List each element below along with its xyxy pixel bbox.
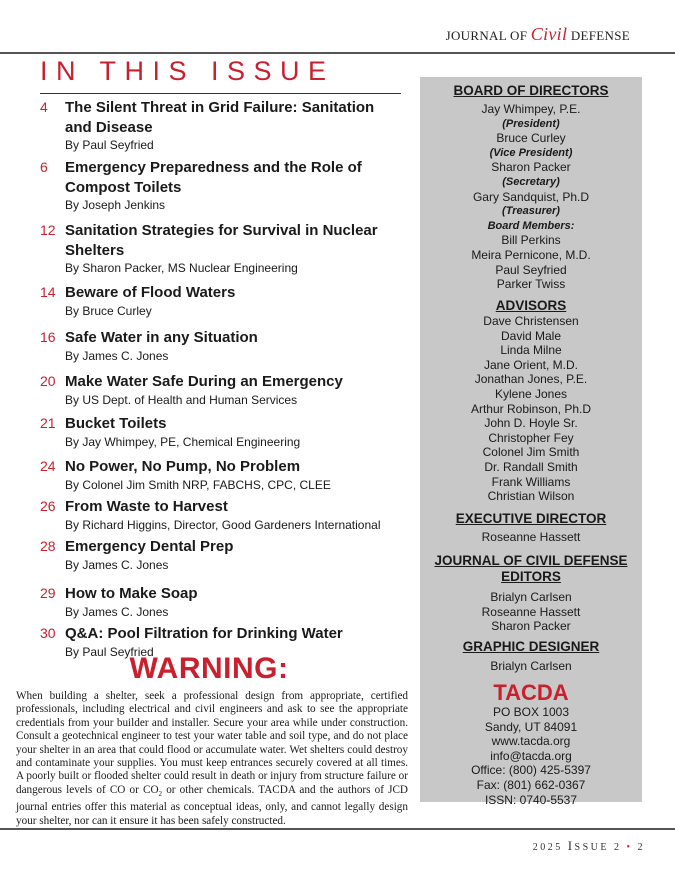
page-title: IN THIS ISSUE bbox=[40, 56, 335, 86]
sidebar-line: Dave Christensen bbox=[483, 314, 579, 328]
toc-byline: By US Dept. of Health and Human Services bbox=[65, 392, 298, 407]
toc-byline: By Jay Whimpey, PE, Chemical Engineering bbox=[65, 434, 301, 449]
toc-entry[interactable] bbox=[0, 221, 410, 276]
warning-text bbox=[16, 690, 408, 828]
toc-page-number: 24 bbox=[40, 458, 56, 474]
toc-entry[interactable] bbox=[0, 497, 410, 533]
toc-entry[interactable] bbox=[0, 372, 410, 408]
sidebar-line: Sharon Packer bbox=[491, 619, 571, 634]
sidebar-line: Parker Twiss bbox=[496, 277, 566, 292]
toc-title: Make Water Safe During an Emergency bbox=[65, 373, 343, 390]
sidebar-line: Brialyn Carlsen bbox=[490, 659, 572, 673]
footer-page-number: 2 bbox=[637, 842, 645, 853]
tacda-logo-text: TACDA bbox=[493, 680, 569, 705]
masthead-post: DEFENSE bbox=[567, 28, 630, 43]
toc-page-number: 28 bbox=[40, 538, 56, 554]
sidebar-line: Jonathan Jones, P.E. bbox=[474, 372, 588, 387]
footer-rule bbox=[0, 828, 675, 830]
toc-byline: By Paul Seyfried bbox=[65, 138, 154, 152]
sidebar-line: Sharon Packer bbox=[491, 160, 571, 175]
toc-page-number: 30 bbox=[40, 625, 56, 641]
toc-title: Sanitation Strategies for Survival in Nuclear Shelters bbox=[65, 222, 378, 259]
toc-entry[interactable] bbox=[0, 537, 410, 573]
sidebar-line: www.tacda.org bbox=[491, 734, 571, 749]
designer-heading: GRAPHIC DESIGNER bbox=[462, 639, 600, 654]
board-section bbox=[420, 83, 642, 292]
toc-entry[interactable] bbox=[0, 328, 410, 364]
sidebar-line: Colonel Jim Smith bbox=[482, 445, 580, 460]
footer-bullet: • bbox=[626, 842, 633, 853]
toc-title: Emergency Preparedness and the Role of Compost Toilets bbox=[65, 159, 362, 196]
sidebar-line: Jay Whimpey, P.E. bbox=[481, 102, 581, 116]
masthead bbox=[446, 24, 630, 45]
sidebar-line: Christopher Fey bbox=[488, 430, 574, 445]
sidebar-line: Sandy, UT 84091 bbox=[484, 719, 578, 734]
sidebar-line: (Secretary) bbox=[502, 175, 560, 188]
sidebar-line: Board Members: bbox=[487, 219, 575, 232]
toc-byline: By Bruce Curley bbox=[65, 303, 152, 318]
footer-issue-initial: I bbox=[567, 838, 575, 853]
designer-section bbox=[420, 639, 642, 674]
editors-section bbox=[420, 553, 642, 634]
footer-year: 2025 bbox=[532, 842, 563, 853]
contact-section bbox=[420, 681, 642, 807]
toc-byline: By James C. Jones bbox=[65, 557, 169, 572]
footer-issue-number: 2 bbox=[613, 842, 622, 853]
sidebar-line: Bill Perkins bbox=[501, 233, 561, 248]
toc-title: From Waste to Harvest bbox=[65, 498, 228, 515]
toc-page-number: 16 bbox=[40, 329, 56, 345]
executive-heading: EXECUTIVE DIRECTOR bbox=[455, 511, 607, 526]
toc-title: Emergency Dental Prep bbox=[65, 538, 234, 555]
advisors-section bbox=[420, 298, 642, 504]
toc-byline: By Richard Higgins, Director, Good Gardeners International bbox=[65, 517, 381, 532]
toc-page-number: 14 bbox=[40, 284, 56, 300]
sidebar-line: Brialyn Carlsen bbox=[490, 590, 572, 604]
sidebar-line: John D. Hoyle Sr. bbox=[484, 416, 578, 431]
sidebar-line: info@tacda.org bbox=[490, 748, 572, 763]
sidebar-line: Christian Wilson bbox=[487, 489, 575, 504]
editors-heading-2: EDITORS bbox=[501, 569, 561, 584]
toc-page-number: 12 bbox=[40, 222, 56, 238]
title-rule bbox=[40, 93, 401, 94]
sidebar-line: Fax: (801) 662-0367 bbox=[476, 777, 586, 792]
sidebar-line: Roseanne Hassett bbox=[481, 530, 581, 544]
sidebar-line: Meira Pernicone, M.D. bbox=[471, 247, 591, 262]
toc-entry[interactable] bbox=[0, 283, 410, 319]
toc-byline: By James C. Jones bbox=[65, 348, 169, 363]
toc-title: How to Make Soap bbox=[65, 585, 198, 602]
toc-byline: By Joseph Jenkins bbox=[65, 198, 166, 212]
sidebar-line: Kylene Jones bbox=[494, 386, 568, 401]
sidebar-line: (Treasurer) bbox=[502, 205, 560, 218]
sidebar-line: Gary Sandquist, Ph.D bbox=[472, 189, 590, 204]
toc-title: Bucket Toilets bbox=[65, 415, 167, 432]
sidebar-line: Roseanne Hassett bbox=[481, 604, 581, 619]
toc-entry[interactable] bbox=[0, 98, 410, 153]
sidebar-line: David Male bbox=[500, 328, 562, 343]
toc-byline: By Colonel Jim Smith NRP, FABCHS, CPC, CLEE bbox=[65, 477, 331, 492]
toc-title: No Power, No Pump, No Problem bbox=[65, 458, 301, 475]
editors-heading-1: JOURNAL OF CIVIL DEFENSE bbox=[434, 553, 628, 568]
sidebar-line: PO BOX 1003 bbox=[492, 705, 570, 719]
warning-subscript: 2 bbox=[158, 790, 163, 799]
sidebar-line: Linda Milne bbox=[500, 343, 562, 358]
warning-text-b: or other chemicals. TACDA and the authors of JCD journal entries offer this material as conceptual ideas, only, and cannot legally design your shelter, nor can it ensure it has been safely constructed. bbox=[16, 783, 408, 827]
masthead-pre: JOURNAL OF bbox=[445, 28, 531, 43]
toc-page-number: 26 bbox=[40, 498, 56, 514]
page-footer bbox=[533, 838, 645, 854]
toc-title: Beware of Flood Waters bbox=[65, 284, 236, 301]
sidebar-line: Paul Seyfried bbox=[495, 262, 567, 277]
sidebar-line: Arthur Robinson, Ph.D bbox=[470, 401, 592, 416]
toc-title: The Silent Threat in Grid Failure: Sanitation and Disease bbox=[65, 99, 375, 136]
toc-byline: By James C. Jones bbox=[65, 604, 169, 619]
toc-title: Q&A: Pool Filtration for Drinking Water bbox=[65, 625, 343, 642]
sidebar-line: Office: (800) 425-5397 bbox=[471, 763, 591, 778]
toc-byline: By Paul Seyfried bbox=[65, 644, 154, 659]
header-rule bbox=[0, 52, 675, 54]
sidebar-line: Jane Orient, M.D. bbox=[483, 357, 579, 372]
executive-section bbox=[420, 511, 642, 545]
masthead-sidebar bbox=[420, 77, 642, 807]
sidebar-line: ISSN: 0740-5537 bbox=[484, 792, 578, 807]
toc-page-number: 29 bbox=[40, 585, 56, 601]
advisors-heading: ADVISORS bbox=[495, 298, 567, 313]
sidebar-line: Bruce Curley bbox=[496, 131, 566, 146]
sidebar-line: Dr. Randall Smith bbox=[484, 459, 578, 474]
warning-text-a: When building a shelter, seek a professional design from appropriate, certified professionals, including electrical and civil engineers and ask to see the appropriate credentials from your builder and installer. Secure your area while under construction. Consult a geotechnical engineer to test your water table and soil type, and do not place your shelter in an area that could flood or accumulate water. Wet shelters could destroy and contaminate your supplies. You must keep entrances securely covered at all times. A poorly built or flooded shelter could result in death or injury from structure failure or dangerous levels of CO or CO bbox=[16, 690, 408, 796]
warning-heading: WARNING: bbox=[129, 652, 289, 685]
sidebar-line: (President) bbox=[502, 117, 560, 130]
toc-page-number: 20 bbox=[40, 373, 56, 389]
toc-title: Safe Water in any Situation bbox=[65, 329, 258, 346]
board-heading: BOARD OF DIRECTORS bbox=[453, 83, 609, 98]
toc-entry[interactable] bbox=[0, 414, 410, 450]
masthead-civil: Civil bbox=[530, 24, 568, 44]
toc-entry[interactable] bbox=[0, 158, 410, 213]
toc-page-number: 6 bbox=[40, 159, 48, 175]
toc-byline: By Sharon Packer, MS Nuclear Engineering bbox=[65, 261, 298, 275]
sidebar-line: (Vice President) bbox=[489, 146, 573, 159]
footer-issue-rest: SSUE bbox=[574, 842, 609, 853]
toc-page-number: 21 bbox=[40, 415, 56, 431]
sidebar-line: Frank Williams bbox=[491, 474, 571, 489]
toc-page-number: 4 bbox=[40, 99, 48, 115]
toc-entry[interactable] bbox=[0, 457, 410, 493]
toc-entry[interactable] bbox=[0, 584, 410, 620]
